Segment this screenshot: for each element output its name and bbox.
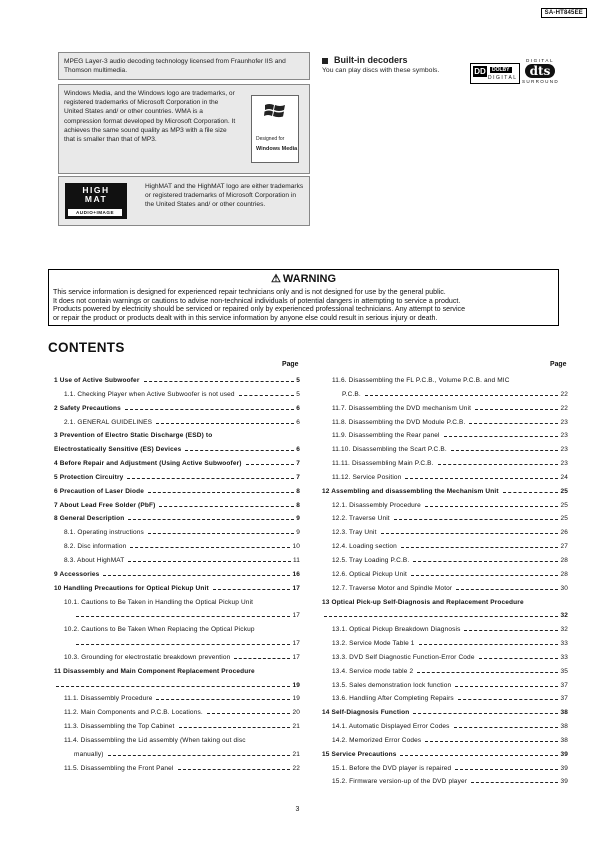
toc-entry-title: 3 Prevention of Electro Static Discharge (ESD) to [54, 429, 214, 443]
dolby-word: DOLBY [492, 67, 510, 73]
toc-leader-line [179, 727, 291, 728]
toc-entry[interactable] [322, 706, 568, 720]
toc-entry[interactable] [322, 775, 568, 789]
dolby-digital-logo [470, 63, 520, 84]
toc-entry-title: 5 Protection Circuitry [54, 471, 125, 485]
toc-entry[interactable] [54, 734, 300, 748]
toc-entry-title: 12.2. Traverse Unit [332, 512, 392, 526]
warning-heading [49, 273, 558, 285]
contents-title: CONTENTS [48, 340, 125, 355]
toc-entry[interactable] [54, 388, 300, 402]
toc-entry-title: 11.5. Disassembling the Front Panel [64, 762, 176, 776]
toc-leader-line [425, 741, 558, 742]
toc-entry[interactable] [54, 499, 300, 513]
windows-media-text: Windows Media, and the Windows logo are trademarks, or registered trademarks of Microsoft Corporation in the United States and/ or other countries. WMA is a compression format developed by Microsoft Corporation. It achieves the same sound quality as MP3 with a file size that is smaller than that of MP3. [64, 90, 236, 144]
toc-entry-page: 22 [291, 762, 300, 776]
toc-entry-page: 37 [559, 692, 568, 706]
toc-entry-title: 12.7. Traverse Motor and Spindle Motor [332, 582, 454, 596]
toc-entry-page: 38 [559, 734, 568, 748]
toc-entry[interactable] [322, 402, 568, 416]
page-column-header-left: Page [282, 361, 299, 368]
toc-entry-page: 6 [295, 402, 300, 416]
toc-leader-line [438, 464, 559, 465]
toc-entry-page: 32 [559, 623, 568, 637]
toc-leader-line [454, 727, 559, 728]
toc-entry-page: 25 [559, 485, 568, 499]
dts-digital-word: DIGITAL [525, 58, 555, 63]
toc-entry-page: 22 [559, 388, 568, 402]
toc-entry-title: 11.8. Disassembling the DVD Module P.C.B. [332, 416, 467, 430]
toc-entry-page: 8 [295, 499, 300, 513]
toc-leader-line [108, 755, 291, 756]
toc-entry-title: 6 Precaution of Laser Diode [54, 485, 146, 499]
toc-entry-title: 8.1. Operating instructions [64, 526, 146, 540]
highmat-logo [65, 183, 127, 219]
warning-line: It does not contain warnings or cautions to advise non-technical individuals of potential dangers in attempting to service a product. [53, 296, 461, 305]
toc-leader-line [455, 686, 558, 687]
toc-entry[interactable] [322, 443, 568, 457]
toc-entry-title: 12 Assembling and disassembling the Mechanism Unit [322, 485, 501, 499]
toc-entry-page: 19 [291, 692, 300, 706]
toc-entry-page: 17 [291, 582, 300, 596]
toc-entry-page: 21 [291, 720, 300, 734]
toc-entry-page: 23 [559, 457, 568, 471]
toc-entry-title: 13.5. Sales demonstration lock function [332, 679, 453, 693]
highmat-logo-mat: MAT [84, 194, 108, 204]
toc-leader-line [156, 423, 294, 424]
toc-leader-line [365, 395, 559, 396]
toc-leader-line [125, 409, 294, 410]
toc-entry[interactable] [54, 568, 300, 582]
toc-entry[interactable] [54, 416, 300, 430]
toc-leader-line [148, 492, 294, 493]
warning-triangle-icon: ⚠ [270, 273, 281, 285]
toc-leader-line [458, 699, 559, 700]
toc-leader-line [455, 769, 558, 770]
toc-leader-line [185, 450, 294, 451]
toc-entry-title: P.C.B. [342, 388, 363, 402]
toc-entry-title: 12.6. Optical Pickup Unit [332, 568, 409, 582]
toc-entry-page: 23 [559, 416, 568, 430]
toc-leader-line [159, 506, 294, 507]
toc-leader-line [475, 409, 558, 410]
toc-entry-title: 9 Accessories [54, 568, 101, 582]
toc-entry-title: 12.5. Tray Loading P.C.B. [332, 554, 411, 568]
toc-entry-page: 28 [559, 568, 568, 582]
toc-entry[interactable] [54, 651, 300, 665]
toc-entry-page: 21 [291, 748, 300, 762]
toc-entry-page: 23 [559, 429, 568, 443]
toc-leader-line [324, 616, 558, 617]
toc-entry[interactable] [54, 402, 300, 416]
toc-entry[interactable] [54, 443, 300, 457]
toc-leader-line [207, 713, 291, 714]
toc-entry-title: 14.2. Memorized Error Codes [332, 734, 423, 748]
toc-entry-page: 7 [295, 471, 300, 485]
toc-entry[interactable] [322, 388, 568, 402]
toc-entry-page: 38 [559, 720, 568, 734]
toc-leader-line [411, 575, 559, 576]
toc-leader-line [456, 589, 558, 590]
toc-entry[interactable] [322, 637, 568, 651]
toc-entry[interactable] [54, 457, 300, 471]
toc-entry-page: 8 [295, 485, 300, 499]
toc-entry[interactable] [54, 623, 300, 637]
toc-leader-line [479, 658, 559, 659]
toc-entry-page: 35 [559, 665, 568, 679]
toc-entry-page: 6 [295, 416, 300, 430]
toc-entry-title: 8.2. Disc information [64, 540, 128, 554]
toc-entry-title: 15.1. Before the DVD player is repaired [332, 762, 453, 776]
toc-entry-page: 39 [559, 775, 568, 789]
toc-entry[interactable] [322, 540, 568, 554]
toc-entry[interactable] [322, 485, 568, 499]
toc-entry-title: 2 Safety Precautions [54, 402, 123, 416]
toc-entry[interactable] [322, 582, 568, 596]
toc-entry-page: 19 [291, 679, 300, 693]
toc-entry-page: 22 [559, 402, 568, 416]
toc-entry[interactable] [54, 582, 300, 596]
toc-entry-page: 32 [559, 609, 568, 623]
toc-entry-page: 9 [295, 512, 300, 526]
toc-entry-title: 1 Use of Active Subwoofer [54, 374, 142, 388]
toc-entry[interactable] [322, 526, 568, 540]
toc-entry[interactable] [54, 540, 300, 554]
toc-entry-title: 13.1. Optical Pickup Breakdown Diagnosis [332, 623, 462, 637]
toc-leader-line [156, 699, 290, 700]
toc-leader-line [471, 782, 558, 783]
toc-entry-title: 11.12. Service Position [332, 471, 403, 485]
dts-surround-word: SURROUND [522, 79, 559, 84]
toc-entry-title: 14.1. Automatic Displayed Error Codes [332, 720, 452, 734]
toc-entry[interactable] [54, 374, 300, 388]
toc-leader-line [213, 589, 291, 590]
toc-entry-page: 6 [295, 443, 300, 457]
toc-entry-title: 15.2. Firmware version-up of the DVD player [332, 775, 469, 789]
model-number: SA-HT845EE [541, 8, 587, 18]
toc-entry-page: 5 [295, 388, 300, 402]
toc-entry-page: 28 [559, 554, 568, 568]
toc-entry-page: 9 [295, 526, 300, 540]
toc-entry[interactable] [322, 416, 568, 430]
toc-entry[interactable] [54, 526, 300, 540]
toc-entry-title: 12.4. Loading section [332, 540, 399, 554]
toc-entry[interactable] [54, 692, 300, 706]
toc-entry-page: 24 [559, 471, 568, 485]
page-number: 3 [295, 806, 300, 813]
mp3-license-box [58, 52, 310, 80]
toc-entry[interactable] [54, 485, 300, 499]
toc-entry[interactable] [54, 596, 300, 610]
toc-entry-title: Electrostatically Sensitive (ES) Devices [54, 443, 183, 457]
toc-entry[interactable] [54, 665, 300, 679]
toc-leader-line [128, 519, 294, 520]
toc-entry-title: 8.3. About HighMAT [64, 554, 126, 568]
toc-leader-line [128, 561, 291, 562]
toc-entry-title: 11.1. Disassembly Procedure [64, 692, 154, 706]
toc-entry[interactable] [54, 429, 300, 443]
toc-entry-title: 10 Handling Precautions for Optical Pickup Unit [54, 582, 211, 596]
toc-entry-page: 16 [291, 568, 300, 582]
toc-entry[interactable] [54, 609, 300, 623]
toc-leader-line [178, 769, 291, 770]
toc-entry-page: 17 [291, 609, 300, 623]
dts-mark: dts [525, 64, 555, 78]
windows-logo-designed-for: Designed for [256, 136, 285, 142]
toc-entry-title: 13.2. Service Mode Table 1 [332, 637, 417, 651]
toc-left-column [54, 374, 300, 775]
toc-entry-title: 11 Disassembly and Main Component Replacement Procedure [54, 665, 257, 679]
warning-line: or repair the product or products dealt with in this service information by anyone else could result in serious injury or death. [53, 313, 438, 322]
toc-entry[interactable] [322, 665, 568, 679]
toc-entry[interactable] [54, 762, 300, 776]
toc-entry-title: 2.1. GENERAL GUIDELINES [64, 416, 154, 430]
toc-entry[interactable] [322, 734, 568, 748]
toc-leader-line [394, 519, 559, 520]
toc-entry[interactable] [322, 651, 568, 665]
toc-entry-title: 7 About Lead Free Solder (PbF) [54, 499, 157, 513]
toc-entry[interactable] [54, 554, 300, 568]
toc-entry-title: 12.3. Tray Unit [332, 526, 379, 540]
windows-flag-icon [264, 102, 286, 120]
toc-entry[interactable] [54, 637, 300, 651]
toc-entry[interactable] [322, 623, 568, 637]
windows-logo-media: Windows Media [256, 146, 298, 152]
toc-entry-page: 38 [559, 706, 568, 720]
toc-leader-line [401, 547, 559, 548]
toc-entry-page: 17 [291, 651, 300, 665]
toc-leader-line [503, 492, 559, 493]
toc-leader-line [464, 630, 558, 631]
toc-entry-title: 12.1. Disassembly Procedure [332, 499, 423, 513]
toc-entry-title: 11.10. Disassembling the Scart P.C.B. [332, 443, 449, 457]
toc-entry-title: 15 Service Precautions [322, 748, 398, 762]
dolby-digital-word: DIGITAL [488, 75, 518, 81]
highmat-logo-audio-image: AUDIO+IMAGE [68, 209, 122, 216]
toc-entry[interactable] [322, 374, 568, 388]
bullet-square-icon [322, 58, 328, 64]
toc-entry-page: 33 [559, 651, 568, 665]
dts-logo [522, 58, 558, 86]
toc-entry[interactable] [322, 512, 568, 526]
toc-leader-line [417, 672, 558, 673]
toc-entry[interactable] [322, 609, 568, 623]
toc-entry-page: 27 [559, 540, 568, 554]
toc-right-column [322, 374, 568, 789]
toc-leader-line [413, 561, 558, 562]
toc-entry[interactable] [54, 471, 300, 485]
toc-leader-line [103, 575, 290, 576]
toc-entry-page: 23 [559, 443, 568, 457]
toc-entry[interactable] [54, 706, 300, 720]
toc-entry[interactable] [54, 679, 300, 693]
toc-entry[interactable] [322, 471, 568, 485]
toc-entry[interactable] [322, 457, 568, 471]
highmat-box [58, 176, 310, 226]
toc-entry-title: 11.3. Disassembling the Top Cabinet [64, 720, 177, 734]
toc-entry[interactable] [322, 748, 568, 762]
toc-entry-title: 13.6. Handling After Completing Repairs [332, 692, 456, 706]
toc-entry-page: 11 [292, 554, 300, 568]
toc-entry-title: 11.4. Disassembling the Lid assembly (When taking out disc [64, 734, 248, 748]
toc-entry[interactable] [54, 512, 300, 526]
toc-entry-title: 11.9. Disassembling the Rear panel [332, 429, 442, 443]
toc-entry-title: 13.3. DVD Self Diagnostic Function-Error Code [332, 651, 477, 665]
toc-entry-page: 33 [559, 637, 568, 651]
toc-leader-line [444, 436, 559, 437]
toc-entry-page: 39 [559, 762, 568, 776]
toc-leader-line [400, 755, 558, 756]
mp3-license-text: MPEG Layer-3 audio decoding technology licensed from Fraunhofer IIS and Thomson multimedia. [64, 58, 286, 75]
decoders-title: Built-in decoders [334, 55, 408, 65]
warning-title: WARNING [282, 273, 337, 285]
toc-leader-line [405, 478, 558, 479]
toc-entry[interactable] [322, 568, 568, 582]
toc-leader-line [381, 533, 559, 534]
toc-entry-title: 14 Self-Diagnosis Function [322, 706, 411, 720]
toc-leader-line [56, 686, 290, 687]
toc-entry[interactable] [322, 429, 568, 443]
windows-media-logo [251, 95, 299, 163]
toc-entry-title: 1.1. Checking Player when Active Subwoofer is not used [64, 388, 237, 402]
highmat-text: HighMAT and the HighMAT logo are either trademarks or registered trademarks of Microsoft Corporation in the United States and/ or other countries. [145, 183, 304, 209]
dolby-dd-icon: DD [474, 67, 486, 76]
toc-entry[interactable] [322, 692, 568, 706]
toc-entry[interactable] [322, 679, 568, 693]
toc-entry-page: 17 [291, 637, 300, 651]
toc-entry-title: 10.2. Cautions to Be Taken When Replacing the Optical Pickup [64, 623, 257, 637]
toc-leader-line [76, 616, 290, 617]
warning-line: This service information is designed for experienced repair technicians only and is not designed for use by the general public. [53, 288, 446, 296]
toc-entry-page: 30 [559, 582, 568, 596]
toc-entry-page: 26 [559, 526, 568, 540]
toc-leader-line [425, 506, 559, 507]
toc-leader-line [130, 547, 290, 548]
toc-entry-title: 13 Optical Pick-up Self-Diagnosis and Replacement Procedure [322, 596, 526, 610]
toc-entry-page: 7 [295, 457, 300, 471]
toc-entry[interactable] [322, 596, 568, 610]
toc-entry[interactable] [54, 720, 300, 734]
toc-leader-line [246, 464, 295, 465]
warning-box [48, 269, 559, 326]
toc-entry-title: 11.11. Disassembling Main P.C.B. [332, 457, 436, 471]
toc-leader-line [144, 381, 295, 382]
toc-entry-page: 20 [291, 706, 300, 720]
toc-entry-title: 10.1. Cautions to Be Taken in Handling the Optical Pickup Unit [64, 596, 255, 610]
toc-leader-line [127, 478, 294, 479]
toc-entry-title: 4 Before Repair and Adjustment (Using Active Subwoofer) [54, 457, 244, 471]
toc-entry-title: 11.7. Disassembling the DVD mechanism Unit [332, 402, 473, 416]
toc-entry-page: 25 [559, 512, 568, 526]
warning-line: Products powered by electricity should be serviced or repaired only by experienced professional technicians. Any attempt to service [53, 305, 466, 313]
page-column-header-right: Page [550, 361, 567, 368]
toc-leader-line [76, 644, 290, 645]
toc-entry[interactable] [322, 720, 568, 734]
toc-entry[interactable] [322, 554, 568, 568]
toc-leader-line [419, 644, 559, 645]
toc-leader-line [413, 713, 558, 714]
toc-entry-page: 37 [559, 679, 568, 693]
toc-entry-title: 10.3. Grounding for electrostatic breakdown prevention [64, 651, 232, 665]
toc-entry-page: 39 [559, 748, 568, 762]
toc-entry[interactable] [322, 499, 568, 513]
toc-entry-page: 5 [295, 374, 300, 388]
windows-media-box [58, 84, 310, 174]
toc-entry-title: 8 General Description [54, 512, 126, 526]
toc-leader-line [451, 450, 559, 451]
toc-leader-line [469, 423, 558, 424]
toc-entry-title: 13.4. Service mode table 2 [332, 665, 415, 679]
toc-entry-title: 11.2. Main Components and P.C.B. Locations. [64, 706, 205, 720]
toc-entry[interactable] [322, 762, 568, 776]
toc-entry-page: 25 [559, 499, 568, 513]
decoders-subtitle: You can play discs with these symbols. [322, 67, 440, 74]
toc-leader-line [148, 533, 294, 534]
decoders-heading [322, 55, 408, 65]
toc-entry-page: 10 [291, 540, 300, 554]
toc-leader-line [234, 658, 290, 659]
toc-leader-line [239, 395, 295, 396]
toc-entry-title: 11.6. Disassembling the FL P.C.B., Volume P.C.B. and MIC [332, 374, 512, 388]
toc-entry-title: manually) [74, 748, 106, 762]
highmat-logo-high: HIGH [82, 185, 110, 195]
toc-entry[interactable] [54, 748, 300, 762]
